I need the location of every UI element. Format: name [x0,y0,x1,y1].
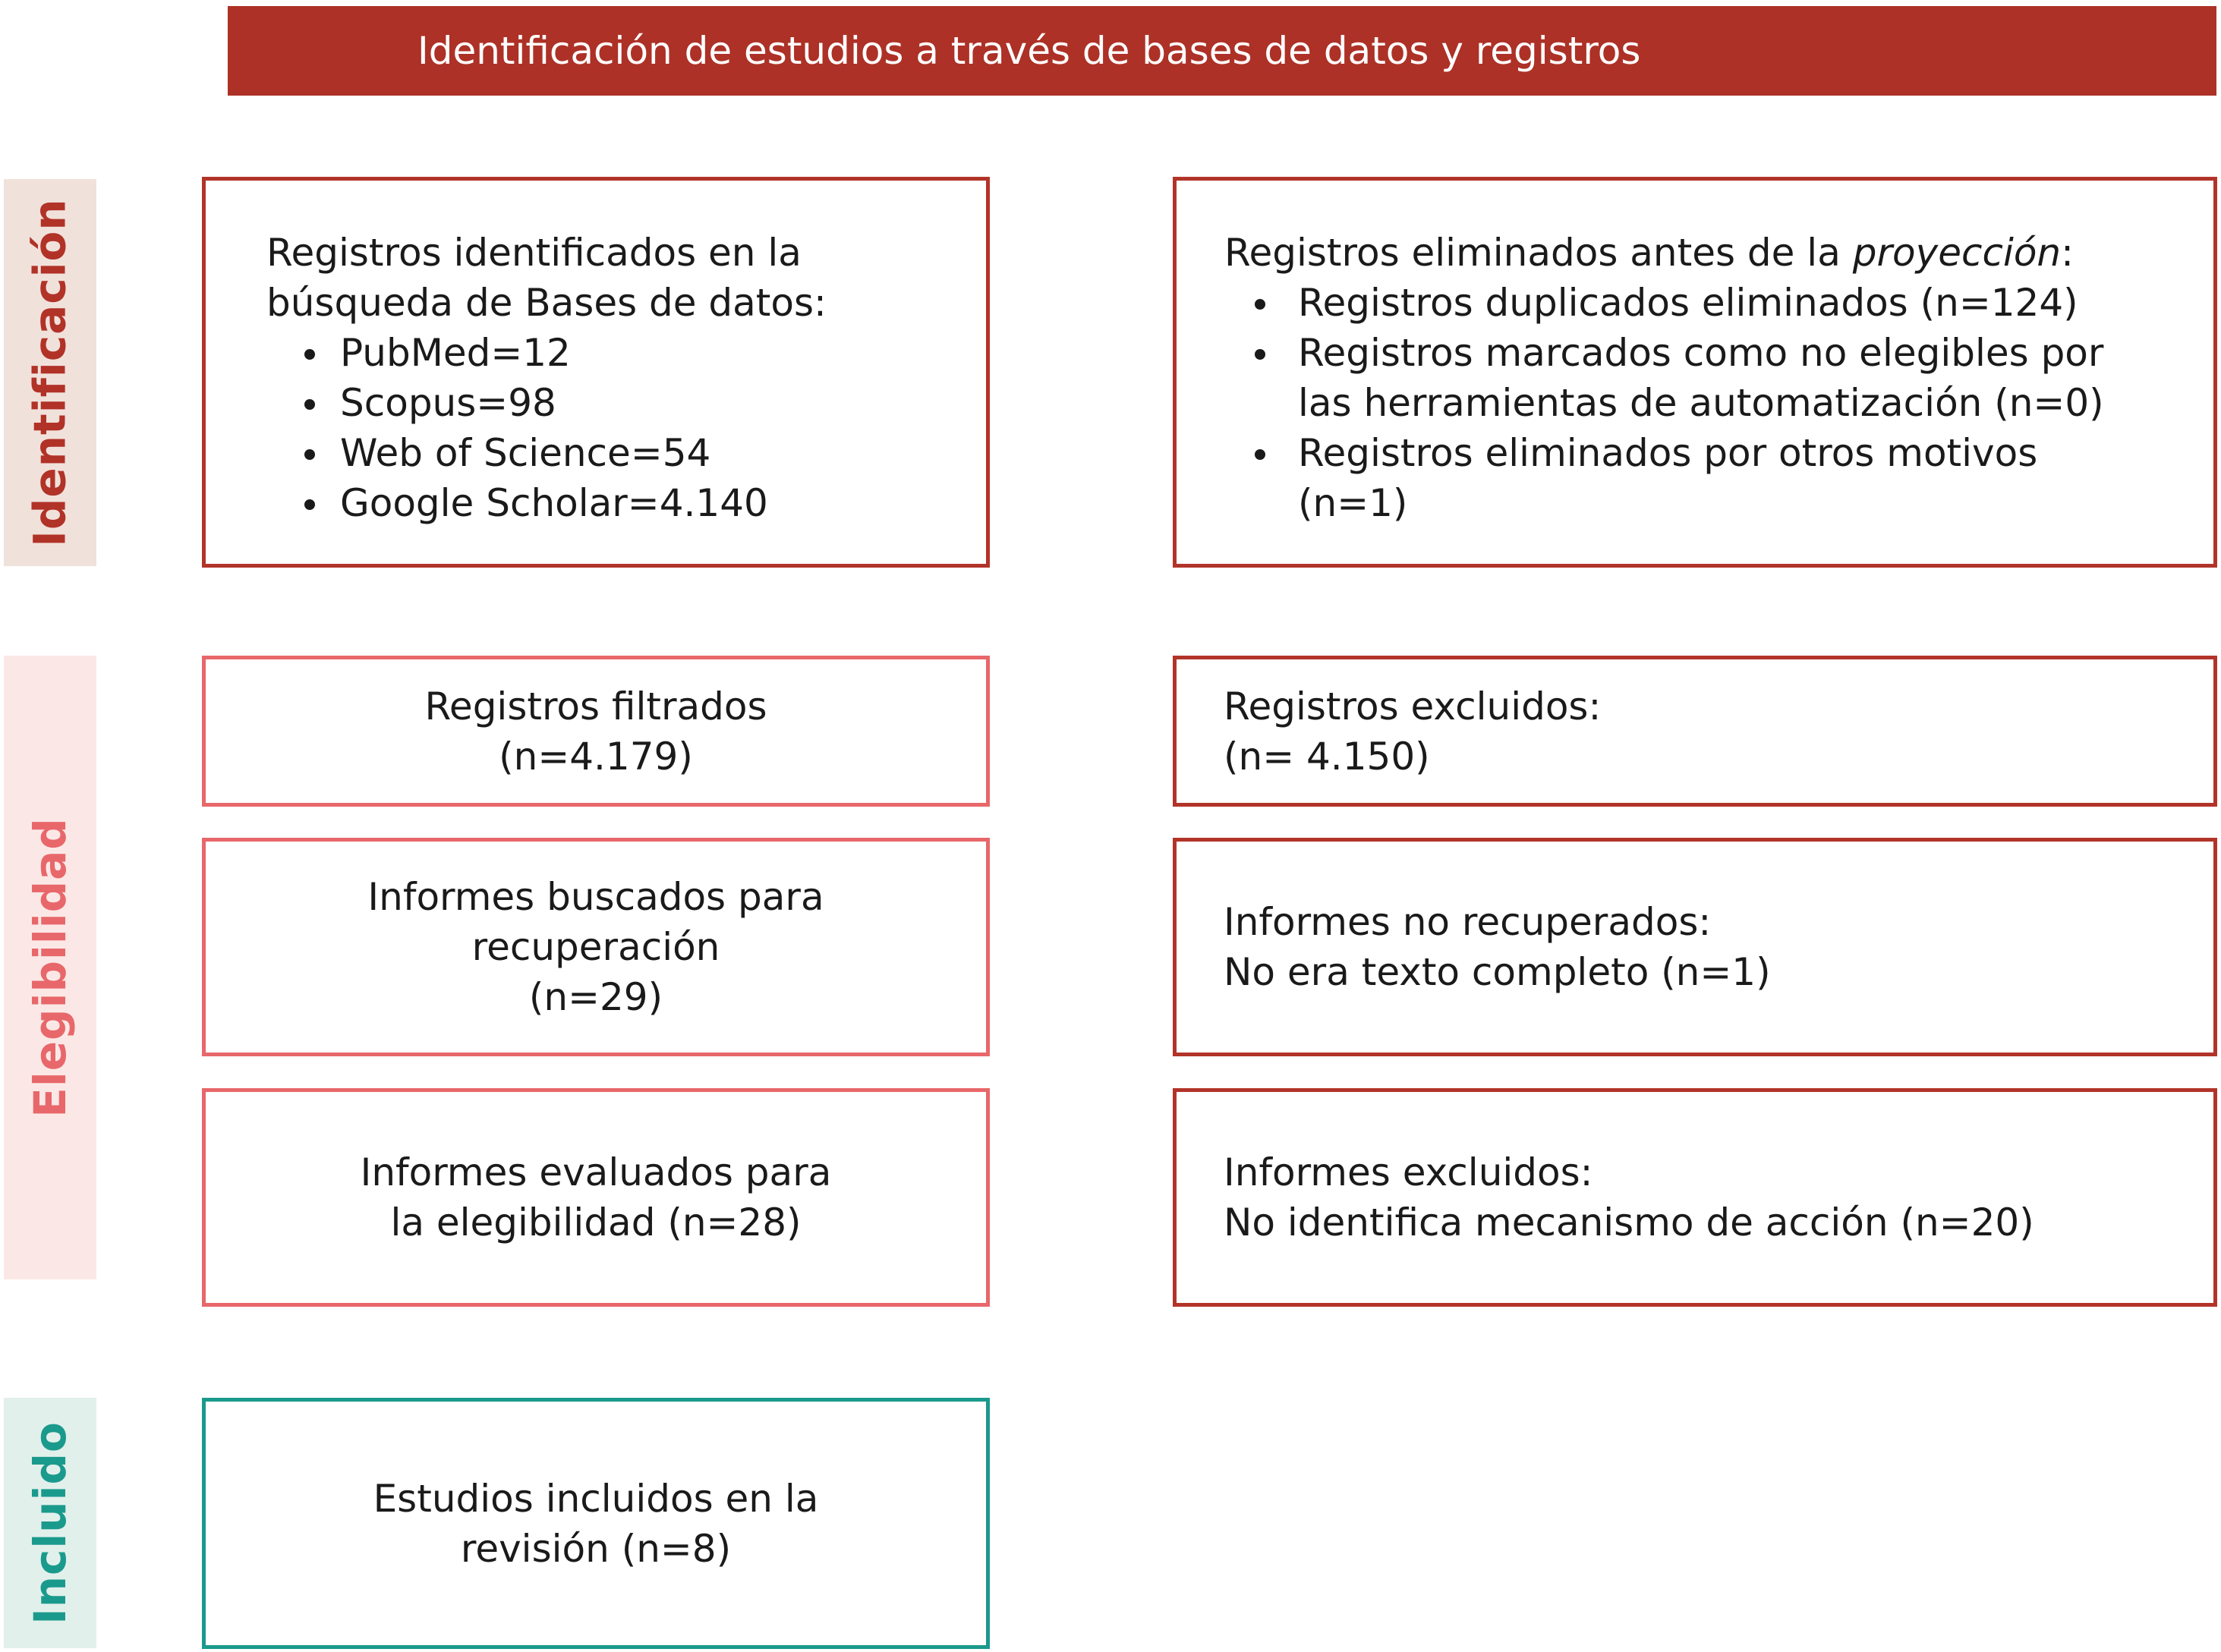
reports-excluded-box: Informes excluidos: No identifica mecanismo de acción (n=20) [1173,1088,2217,1307]
removed-list [1224,278,2213,528]
reports-not-retrieved-box: Informes no recuperados: No era texto completo (n=1) [1173,838,2217,1056]
identified-heading-line2: búsqueda de Bases de datos: [266,281,827,325]
removed-item-automation: Registros marcados como no elegibles por las herramientas de automatización (n=0) [1224,328,2213,428]
phase-label-identificacion: Identificación [4,179,96,566]
identified-records-box [202,177,990,568]
excluded-records-box: Registros excluidos: (n= 4.150) [1173,656,2217,807]
reports-sought-box: Informes buscados para recuperación (n=29) [202,838,990,1056]
database-item: Google Scholar=4.140 [266,478,986,528]
phase-label-incluido: Incluido [4,1398,96,1648]
title-banner: Identificación de estudios a través de bases de datos y registros [228,6,2216,96]
studies-included-box: Estudios incluidos en la revisión (n=8) [202,1398,990,1649]
removed-records-box [1173,177,2217,568]
removed-item-duplicates: Registros duplicados eliminados (n=124) [1224,278,2213,328]
removed-heading: Registros eliminados antes de la proyección: [1224,231,2074,275]
identified-heading-line1: Registros identificados en la [266,231,802,275]
database-item: Scopus=98 [266,378,986,428]
database-item: PubMed=12 [266,328,986,378]
database-list [266,328,986,528]
removed-item-other: Registros eliminados por otros motivos (n=1) [1224,428,2213,528]
reports-assessed-box: Informes evaluados para la elegibilidad (n=28) [202,1088,990,1307]
database-item: Web of Science=54 [266,428,986,478]
phase-label-elegibilidad: Elegibilidad [4,656,96,1279]
filtered-records-box: Registros filtrados (n=4.179) [202,656,990,807]
